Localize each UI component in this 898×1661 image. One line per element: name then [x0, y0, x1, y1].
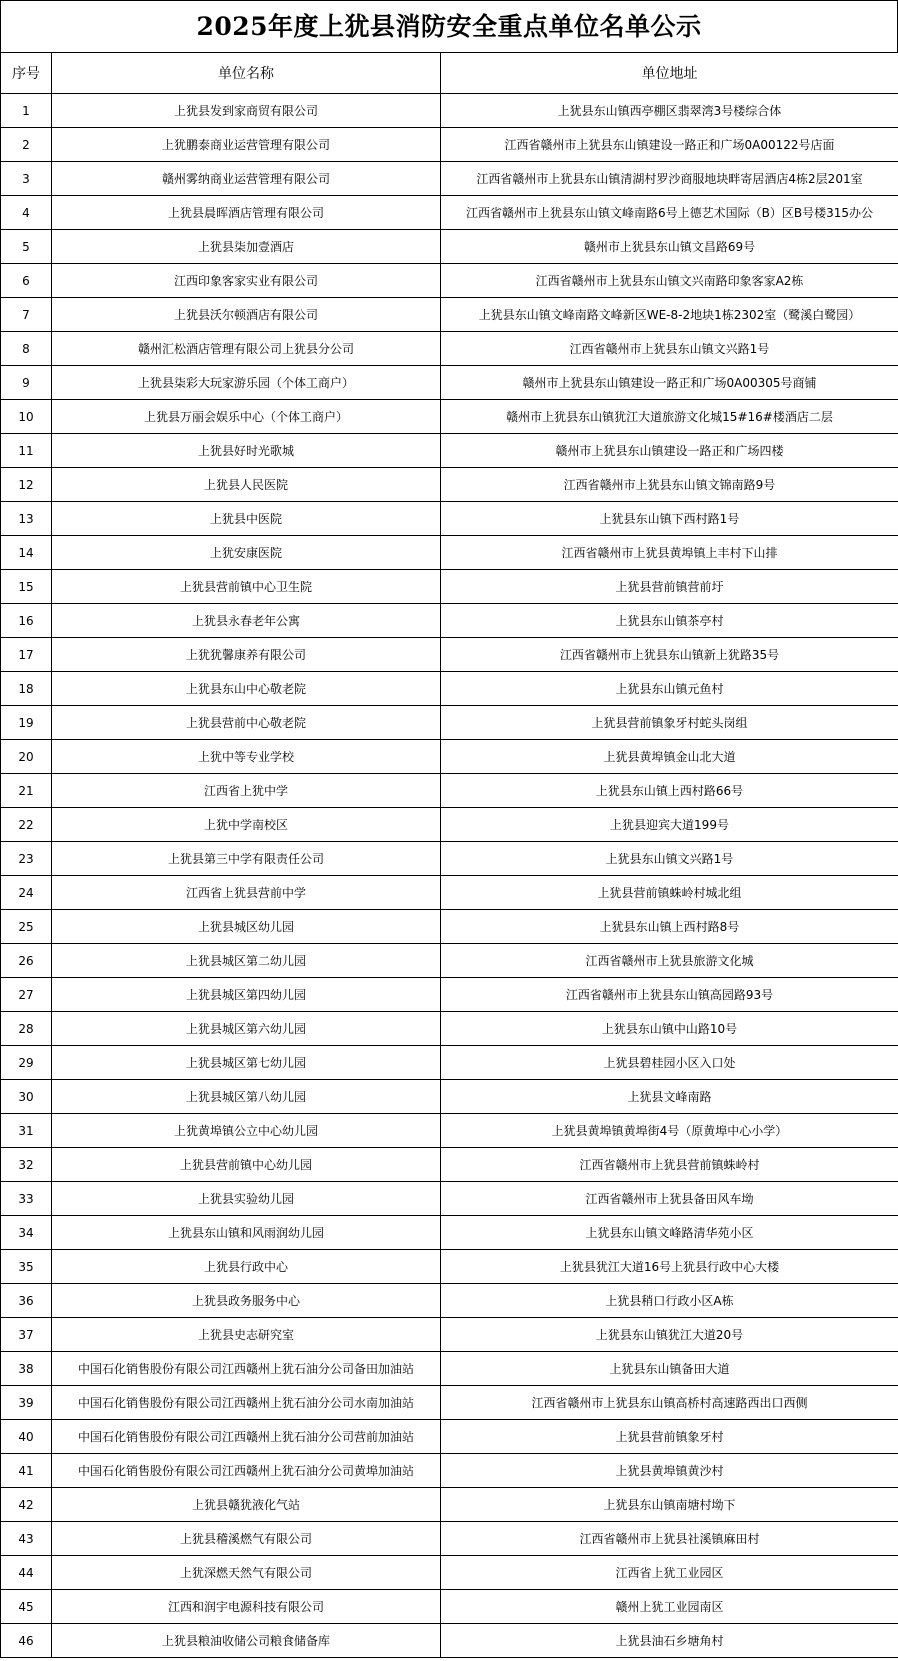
table-row — [1, 1114, 898, 1148]
unit-address: 上犹县营前镇象牙村 — [441, 1420, 898, 1454]
row-number: 27 — [1, 978, 52, 1012]
table-row — [1, 1046, 898, 1080]
table-row — [1, 876, 898, 910]
row-number: 45 — [1, 1590, 52, 1624]
unit-address: 上犹县营前镇蛛岭村城北组 — [441, 876, 898, 910]
table-row — [1, 434, 898, 468]
unit-name: 上犹县柒彩大玩家游乐园（个体工商户） — [52, 366, 441, 400]
row-number: 38 — [1, 1352, 52, 1386]
table-row — [1, 944, 898, 978]
table-row — [1, 978, 898, 1012]
unit-address: 上犹县迎宾大道199号 — [441, 808, 898, 842]
unit-address: 上犹县东山镇茶亭村 — [441, 604, 898, 638]
unit-address: 上犹县东山镇下西村路1号 — [441, 502, 898, 536]
table-row — [1, 1556, 898, 1590]
unit-address: 赣州市上犹县东山镇建设一路正和广场四楼 — [441, 434, 898, 468]
row-number: 37 — [1, 1318, 52, 1352]
table-row — [1, 1080, 898, 1114]
row-number: 33 — [1, 1182, 52, 1216]
row-number: 4 — [1, 196, 52, 230]
unit-name: 上犹县晨晖酒店管理有限公司 — [52, 196, 441, 230]
row-number: 12 — [1, 468, 52, 502]
table-row — [1, 1284, 898, 1318]
row-number: 24 — [1, 876, 52, 910]
unit-name: 上犹县城区第四幼儿园 — [52, 978, 441, 1012]
unit-address: 上犹县东山镇备田大道 — [441, 1352, 898, 1386]
unit-address: 江西省赣州市上犹县东山镇文兴路1号 — [441, 332, 898, 366]
unit-name: 江西省上犹中学 — [52, 774, 441, 808]
unit-name: 上犹县发到家商贸有限公司 — [52, 94, 441, 128]
unit-address: 上犹县犹江大道16号上犹县行政中心大楼 — [441, 1250, 898, 1284]
row-number: 21 — [1, 774, 52, 808]
row-number: 34 — [1, 1216, 52, 1250]
unit-name: 上犹县城区幼儿园 — [52, 910, 441, 944]
unit-name: 江西和润宇电源科技有限公司 — [52, 1590, 441, 1624]
row-number: 46 — [1, 1624, 52, 1658]
table-row — [1, 1420, 898, 1454]
row-number: 25 — [1, 910, 52, 944]
unit-address: 江西省赣州市上犹县东山镇建设一路正和广场0A00122号店面 — [441, 128, 898, 162]
unit-address: 上犹县东山镇犹江大道20号 — [441, 1318, 898, 1352]
row-number: 7 — [1, 298, 52, 332]
unit-name: 上犹县东山镇和风雨润幼儿园 — [52, 1216, 441, 1250]
unit-name: 中国石化销售股份有限公司江西赣州上犹石油分公司营前加油站 — [52, 1420, 441, 1454]
row-number: 32 — [1, 1148, 52, 1182]
unit-address: 江西省赣州市上犹县营前镇蛛岭村 — [441, 1148, 898, 1182]
row-number: 26 — [1, 944, 52, 978]
row-number: 1 — [1, 94, 52, 128]
unit-address: 上犹县东山镇上西村路66号 — [441, 774, 898, 808]
table-row — [1, 1148, 898, 1182]
unit-name: 上犹县柒加壹酒店 — [52, 230, 441, 264]
table-row — [1, 570, 898, 604]
unit-address: 上犹县黄埠镇黄沙村 — [441, 1454, 898, 1488]
unit-name: 上犹县实验幼儿园 — [52, 1182, 441, 1216]
unit-name: 上犹中学南校区 — [52, 808, 441, 842]
table-row — [1, 400, 898, 434]
unit-address: 上犹县文峰南路 — [441, 1080, 898, 1114]
table-row — [1, 1318, 898, 1352]
unit-name: 赣州雾纳商业运营管理有限公司 — [52, 162, 441, 196]
table-row — [1, 1012, 898, 1046]
unit-name: 上犹县营前镇中心幼儿园 — [52, 1148, 441, 1182]
row-number: 30 — [1, 1080, 52, 1114]
unit-address: 赣州上犹工业园南区 — [441, 1590, 898, 1624]
unit-address: 江西省赣州市上犹县东山镇新上犹路35号 — [441, 638, 898, 672]
unit-name: 上犹县行政中心 — [52, 1250, 441, 1284]
unit-address: 江西省赣州市上犹县东山镇文峰南路6号上德艺术国际（B）区B号楼315办公 — [441, 196, 898, 230]
row-number: 16 — [1, 604, 52, 638]
unit-address: 上犹县稍口行政小区A栋 — [441, 1284, 898, 1318]
row-number: 15 — [1, 570, 52, 604]
unit-name: 上犹县营前中心敬老院 — [52, 706, 441, 740]
unit-name: 上犹县城区第八幼儿园 — [52, 1080, 441, 1114]
table-row — [1, 264, 898, 298]
unit-name: 中国石化销售股份有限公司江西赣州上犹石油分公司水南加油站 — [52, 1386, 441, 1420]
row-number: 22 — [1, 808, 52, 842]
unit-name: 上犹县万丽会娱乐中心（个体工商户） — [52, 400, 441, 434]
unit-address: 赣州市上犹县东山镇建设一路正和广场0A00305号商铺 — [441, 366, 898, 400]
header-name: 单位名称 — [52, 53, 441, 94]
row-number: 18 — [1, 672, 52, 706]
table-row — [1, 502, 898, 536]
table-row — [1, 706, 898, 740]
table-row — [1, 1216, 898, 1250]
row-number: 8 — [1, 332, 52, 366]
row-number: 11 — [1, 434, 52, 468]
unit-name: 江西印象客家实业有限公司 — [52, 264, 441, 298]
table-row — [1, 128, 898, 162]
table-row — [1, 1590, 898, 1624]
row-number: 29 — [1, 1046, 52, 1080]
row-number: 23 — [1, 842, 52, 876]
unit-name: 上犹县粮油收储公司粮食储备库 — [52, 1624, 441, 1658]
unit-name: 上犹县东山中心敬老院 — [52, 672, 441, 706]
unit-address: 江西省赣州市上犹县东山镇文锦南路9号 — [441, 468, 898, 502]
unit-address: 上犹县东山镇南塘村坳下 — [441, 1488, 898, 1522]
table-row — [1, 842, 898, 876]
table-row — [1, 468, 898, 502]
unit-name: 上犹深燃天然气有限公司 — [52, 1556, 441, 1590]
table-row — [1, 1624, 898, 1658]
table-row — [1, 298, 898, 332]
table-row — [1, 1488, 898, 1522]
row-number: 41 — [1, 1454, 52, 1488]
row-number: 35 — [1, 1250, 52, 1284]
table-row — [1, 672, 898, 706]
unit-name: 上犹犹馨康养有限公司 — [52, 638, 441, 672]
table-row — [1, 740, 898, 774]
unit-address: 上犹县东山镇中山路10号 — [441, 1012, 898, 1046]
row-number: 39 — [1, 1386, 52, 1420]
row-number: 17 — [1, 638, 52, 672]
units-table — [0, 52, 898, 1658]
unit-address: 上犹县东山镇元鱼村 — [441, 672, 898, 706]
table-body — [1, 94, 898, 1658]
unit-address: 江西省赣州市上犹县东山镇高桥村高速路西出口西侧 — [441, 1386, 898, 1420]
unit-name: 上犹县营前镇中心卫生院 — [52, 570, 441, 604]
unit-name: 上犹县人民医院 — [52, 468, 441, 502]
unit-name: 上犹黄埠镇公立中心幼儿园 — [52, 1114, 441, 1148]
unit-name: 上犹县中医院 — [52, 502, 441, 536]
row-number: 14 — [1, 536, 52, 570]
unit-name: 上犹县史志研究室 — [52, 1318, 441, 1352]
page-title: 2025年度上犹县消防安全重点单位名单公示 — [0, 0, 898, 52]
unit-name: 上犹县好时光歌城 — [52, 434, 441, 468]
table-row — [1, 1454, 898, 1488]
table-row — [1, 196, 898, 230]
unit-address: 上犹县东山镇文峰南路文峰新区WE-8-2地块1栋2302室（鹭溪白鹭园） — [441, 298, 898, 332]
table-row — [1, 604, 898, 638]
unit-name: 赣州汇松酒店管理有限公司上犹县分公司 — [52, 332, 441, 366]
row-number: 44 — [1, 1556, 52, 1590]
unit-address: 江西省赣州市上犹县东山镇文兴南路印象客家A2栋 — [441, 264, 898, 298]
row-number: 42 — [1, 1488, 52, 1522]
unit-address: 上犹县东山镇西亭棚区翡翠湾3号楼综合体 — [441, 94, 898, 128]
unit-address: 上犹县东山镇文峰路清华苑小区 — [441, 1216, 898, 1250]
table-row — [1, 536, 898, 570]
row-number: 6 — [1, 264, 52, 298]
table-row — [1, 1352, 898, 1386]
header-no: 序号 — [1, 53, 52, 94]
table-row — [1, 910, 898, 944]
row-number: 40 — [1, 1420, 52, 1454]
row-number: 3 — [1, 162, 52, 196]
unit-name: 上犹县城区第七幼儿园 — [52, 1046, 441, 1080]
unit-address: 赣州市上犹县东山镇犹江大道旅游文化城15#16#楼酒店二层 — [441, 400, 898, 434]
unit-address: 江西省赣州市上犹县东山镇清湖村罗沙商服地块畔寄居酒店4栋2层201室 — [441, 162, 898, 196]
unit-address: 上犹县黄埠镇黄埠街4号（原黄埠中心小学） — [441, 1114, 898, 1148]
table-row — [1, 774, 898, 808]
unit-name: 上犹县稽溪燃气有限公司 — [52, 1522, 441, 1556]
unit-address: 上犹县营前镇象牙村蛇头岗组 — [441, 706, 898, 740]
unit-name: 中国石化销售股份有限公司江西赣州上犹石油分公司黄埠加油站 — [52, 1454, 441, 1488]
header-row — [1, 53, 898, 94]
row-number: 20 — [1, 740, 52, 774]
unit-name: 江西省上犹县营前中学 — [52, 876, 441, 910]
unit-address: 上犹县黄埠镇金山北大道 — [441, 740, 898, 774]
unit-name: 上犹县沃尔顿酒店有限公司 — [52, 298, 441, 332]
table-row — [1, 808, 898, 842]
table-row — [1, 366, 898, 400]
unit-address: 江西省赣州市上犹县备田风车坳 — [441, 1182, 898, 1216]
unit-name: 中国石化销售股份有限公司江西赣州上犹石油分公司备田加油站 — [52, 1352, 441, 1386]
table-row — [1, 1386, 898, 1420]
unit-address: 上犹县油石乡塘角村 — [441, 1624, 898, 1658]
table-row — [1, 638, 898, 672]
unit-name: 上犹鹏泰商业运营管理有限公司 — [52, 128, 441, 162]
unit-address: 江西省赣州市上犹县黄埠镇上丰村下山排 — [441, 536, 898, 570]
unit-name: 上犹县永春老年公寓 — [52, 604, 441, 638]
row-number: 28 — [1, 1012, 52, 1046]
unit-name: 上犹县城区第二幼儿园 — [52, 944, 441, 978]
table-row — [1, 94, 898, 128]
row-number: 31 — [1, 1114, 52, 1148]
row-number: 9 — [1, 366, 52, 400]
table-row — [1, 162, 898, 196]
table-row — [1, 1522, 898, 1556]
row-number: 36 — [1, 1284, 52, 1318]
row-number: 13 — [1, 502, 52, 536]
row-number: 19 — [1, 706, 52, 740]
unit-name: 上犹县城区第六幼儿园 — [52, 1012, 441, 1046]
unit-address: 江西省上犹工业园区 — [441, 1556, 898, 1590]
unit-name: 上犹县政务服务中心 — [52, 1284, 441, 1318]
unit-address: 江西省赣州市上犹县旅游文化城 — [441, 944, 898, 978]
row-number: 43 — [1, 1522, 52, 1556]
unit-address: 上犹县碧桂园小区入口处 — [441, 1046, 898, 1080]
table-row — [1, 332, 898, 366]
table-row — [1, 230, 898, 264]
row-number: 10 — [1, 400, 52, 434]
unit-address: 上犹县营前镇营前圩 — [441, 570, 898, 604]
table-row — [1, 1182, 898, 1216]
header-address: 单位地址 — [441, 53, 898, 94]
unit-address: 上犹县东山镇文兴路1号 — [441, 842, 898, 876]
table-row — [1, 1250, 898, 1284]
unit-name: 上犹中等专业学校 — [52, 740, 441, 774]
unit-address: 赣州市上犹县东山镇文昌路69号 — [441, 230, 898, 264]
unit-address: 江西省赣州市上犹县东山镇高园路93号 — [441, 978, 898, 1012]
unit-address: 上犹县东山镇上西村路8号 — [441, 910, 898, 944]
unit-address: 江西省赣州市上犹县社溪镇麻田村 — [441, 1522, 898, 1556]
row-number: 5 — [1, 230, 52, 264]
unit-name: 上犹安康医院 — [52, 536, 441, 570]
unit-name: 上犹县赣犹液化气站 — [52, 1488, 441, 1522]
row-number: 2 — [1, 128, 52, 162]
unit-name: 上犹县第三中学有限责任公司 — [52, 842, 441, 876]
table-header — [1, 53, 898, 94]
